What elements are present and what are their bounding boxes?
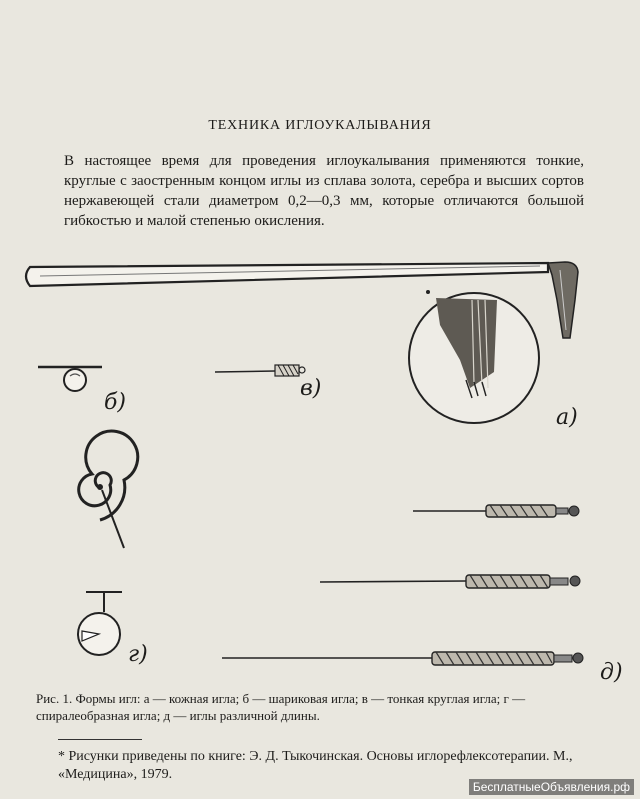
footnote: * Рисунки приведены по книге: Э. Д. Тыкочинская. Основы иглорефлексотерапии. М., «Медицина», 1979.	[58, 749, 573, 782]
page-title: ТЕХНИКА ИГЛОУКАЛЫВАНИЯ	[208, 118, 432, 133]
needle-g-drawing	[78, 431, 138, 655]
needle-v-drawing	[215, 365, 305, 376]
watermark: БесплатныеОбъявления.рф	[469, 779, 634, 795]
footnote-rule	[58, 739, 142, 740]
label-g: г)	[128, 642, 148, 667]
label-v: в)	[300, 376, 322, 401]
figure-caption: Рис. 1. Формы игл: а — кожная игла; б — шариковая игла; в — тонкая круглая игла; г — спиралеобразная игла; д — иглы различной длины.	[36, 691, 526, 723]
needle-d-drawing	[222, 505, 583, 665]
body-paragraph: В настоящее время для проведения иглоукалывания применяются тонкие, круглые с заостренным концом иглы из сплава золота, серебра и высших сортов нержавеющей стали диаметром 0,2—0,3 мм, которые отличаются большой гибкостью и малой степенью окисления.	[64, 153, 584, 229]
label-b: б)	[104, 390, 127, 415]
label-a: а)	[556, 405, 578, 430]
needle-b-drawing	[38, 367, 102, 391]
label-d: д)	[600, 660, 623, 685]
